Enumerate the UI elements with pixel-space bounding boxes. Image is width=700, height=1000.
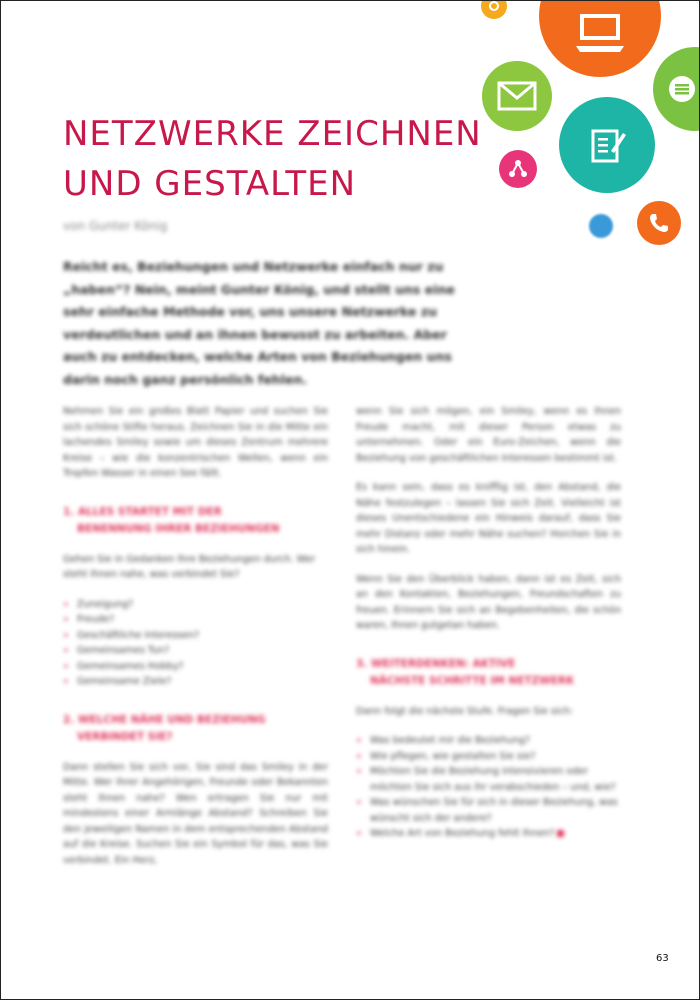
section-heading-2-line-1: 2. WELCHE NÄHE UND BEZIEHUNG: [63, 713, 266, 726]
page-number: 63: [656, 953, 669, 964]
list-item: » Freude?: [63, 614, 115, 625]
section-heading-2-line-2: VERBINDET SIE?: [77, 730, 173, 743]
section-heading-3-line-1: 3. WEITERDENKEN: AKTIVE: [356, 657, 516, 670]
right-column: [356, 404, 621, 856]
left-paragraph-1: Nehmen Sie ein großes Blatt Papier und suchen Sie sich schöne Stifte heraus. Zeichnen Sie in die Mitte ein lachendes Smiley sowie um dieses Zentrum mehrere Kreise – wie die konzentrischen Wellen, wenn ein Tropfen Wasser in einen See fällt.: [63, 406, 328, 479]
intro-text: Reicht es, Beziehungen und Netzwerke einfach nur zu „haben“? Nein, meint Gunter König, und stellt uns eine sehr einfache Methode vor, uns unsere Netzwerke zu verdeutlichen und an ihnen bewusst zu arbeiten. Aber auch zu entdecken, welche Arten von Beziehungen uns darin noch ganz persönlich fehlen.: [63, 259, 455, 387]
list-item: » Wie pflegen, wie gestalten Sie sie?: [356, 750, 536, 762]
list-item: » Welche Art von Beziehung fehlt Ihnen?: [356, 826, 621, 842]
list-item: » Was bedeutet mir die Beziehung?: [356, 735, 530, 746]
title-line-1: NETZWERKE ZEICHNEN: [63, 114, 482, 154]
mail-icon: [482, 61, 552, 131]
end-mark-icon: [557, 830, 564, 837]
list-item: » Möchten Sie die Beziehung intensivieren oder möchten Sie sich aus ihr verabschieden – und, wie?: [356, 766, 616, 793]
list-item: » Zuneigung?: [63, 598, 134, 610]
right-list: [356, 733, 621, 842]
gear-icon: [481, 0, 507, 19]
section-heading-1-line-2: BENENNUNG IHRER BEZIEHUNGEN: [77, 522, 280, 535]
left-paragraph-3: Dann stellen Sie sich vor, Sie sind das Smiley in der Mitte. Wer Ihrer Angehörigen, Freunde oder Bekannten steht Ihnen nahe? Wen ertragen Sie nur mit mindestens einer Armlänge Abstand? Schreiben Sie den jeweiligen Namen in dem entsprechenden Abstand auf die Kreise. Suchen Sie ein Symbol für das, was Sie verbindet. Ein Herz,: [63, 761, 328, 866]
left-paragraph-2: Gehen Sie in Gedanken Ihre Beziehungen durch. Wer steht Ihnen nahe, was verbindet Sie?: [63, 553, 316, 580]
chat-icon: [653, 47, 700, 131]
left-column: [63, 404, 328, 882]
phone-icon: [637, 201, 681, 245]
author-byline: von Gunter König: [63, 219, 168, 233]
list-item: » Gemeinsames Hobby?: [63, 660, 184, 672]
section-heading-1: [63, 504, 328, 538]
page-title: [63, 109, 483, 209]
laptop-icon: [539, 0, 661, 77]
section-heading-3-line-2: NÄCHSTE SCHRITTE IM NETZWERK: [370, 674, 575, 687]
section-heading-2: [63, 712, 328, 746]
right-paragraph-3: Wenn Sie den Überblick haben, dann ist es Zeit, sich an den Kontakten, Beziehungen, Freundschaften zu freuen. Erinnern Sie sich an Begebenheiten, die schön waren, Ihnen gutgetan haben.: [356, 573, 621, 631]
section-heading-3: [356, 656, 621, 690]
intro-paragraph: [63, 256, 473, 391]
dot-icon: [589, 214, 613, 238]
list-item: » Gemeinsames Tun?: [63, 645, 170, 656]
share-icon: [499, 150, 537, 188]
right-paragraph-2: Es kann sein, dass es knifflig ist, den Abstand, die Nähe festzulegen – lassen Sie sich Zeit. Vielleicht ist dieses Unentschiedene ein Hinweis darauf, dass Sie mehr Distanz oder mehr Nähe suchen? Horchen Sie in sich hinein.: [356, 482, 621, 555]
right-paragraph-1: wenn Sie sich mögen, ein Smiley, wenn es Ihnen Freude macht, mit dieser Person etwas zu unternehmen. Oder ein Euro-Zeichen, wenn die Beziehung von geschäftlichen Interessen bestimmt ist.: [356, 406, 621, 464]
right-paragraph-4: Dann folgt die nächste Stufe. Fragen Sie sich:: [356, 705, 573, 717]
title-line-2: UND GESTALTEN: [63, 164, 357, 204]
list-item: » Geschäftliche Interessen?: [63, 629, 200, 641]
left-list: [63, 597, 328, 690]
list-item: » Gemeinsame Ziele?: [63, 676, 172, 687]
notes-icon: [559, 97, 655, 193]
list-item: » Was wünschen Sie für sich in dieser Beziehung, was wünscht sich der andere?: [356, 797, 618, 824]
section-heading-1-line-1: 1. ALLES STARTET MIT DER: [63, 505, 222, 518]
